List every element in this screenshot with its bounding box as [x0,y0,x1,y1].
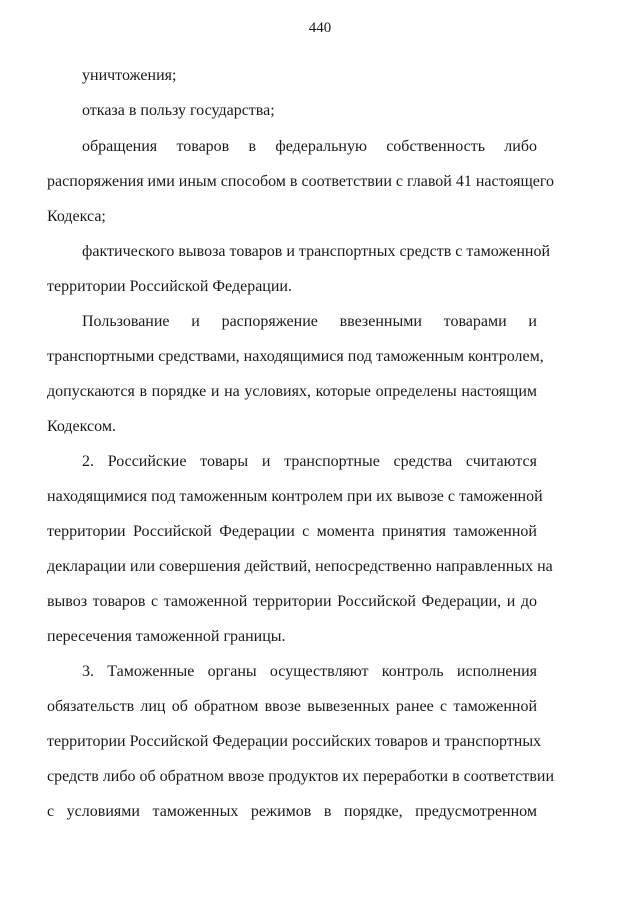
text-line: обязательств лиц об обратном ввозе вывезенных ранее с таможенной [47,698,537,715]
text-line: фактического вывоза товаров и транспортных средств с таможенной [82,243,551,260]
text-line: распоряжения ими иным способом в соответствии с главой 41 настоящего [47,173,555,190]
text-line: пересечения таможенной границы. [47,628,286,645]
page-number: 440 [308,20,332,36]
text-line: вывоз товаров с таможенной территории Российской Федерации, и до [47,593,537,610]
text-line: 3. Таможенные органы осуществляют контроль исполнения [82,663,537,680]
text-line: транспортными средствами, находящимися под таможенным контролем, [47,348,544,365]
text-line: декларации или совершения действий, непосредственно направленных на [47,558,553,575]
text-line: территории Российской Федерации российских товаров и транспортных [47,733,542,750]
text-line: территории Российской Федерации с момента принятия таможенной [47,523,537,540]
text-line: находящимися под таможенным контролем при их вывозе с таможенной [47,488,543,505]
text-line: Кодексом. [47,418,116,435]
text-line: Пользование и распоряжение ввезенными товарами и [82,313,537,330]
text-line: территории Российской Федерации. [47,278,292,295]
text-line: Кодекса; [47,208,106,225]
text-line: 2. Российские товары и транспортные средства считаются [82,453,537,470]
text-line: уничтожения; [82,67,177,84]
text-line: с условиями таможенных режимов в порядке, предусмотренном [47,803,537,820]
text-line: допускаются в порядке и на условиях, которые определены настоящим [47,383,537,400]
text-line: обращения товаров в федеральную собственность либо [82,138,537,155]
text-line: отказа в пользу государства; [82,102,275,119]
text-line: средств либо об обратном ввозе продуктов их переработки в соответствии [47,768,555,785]
